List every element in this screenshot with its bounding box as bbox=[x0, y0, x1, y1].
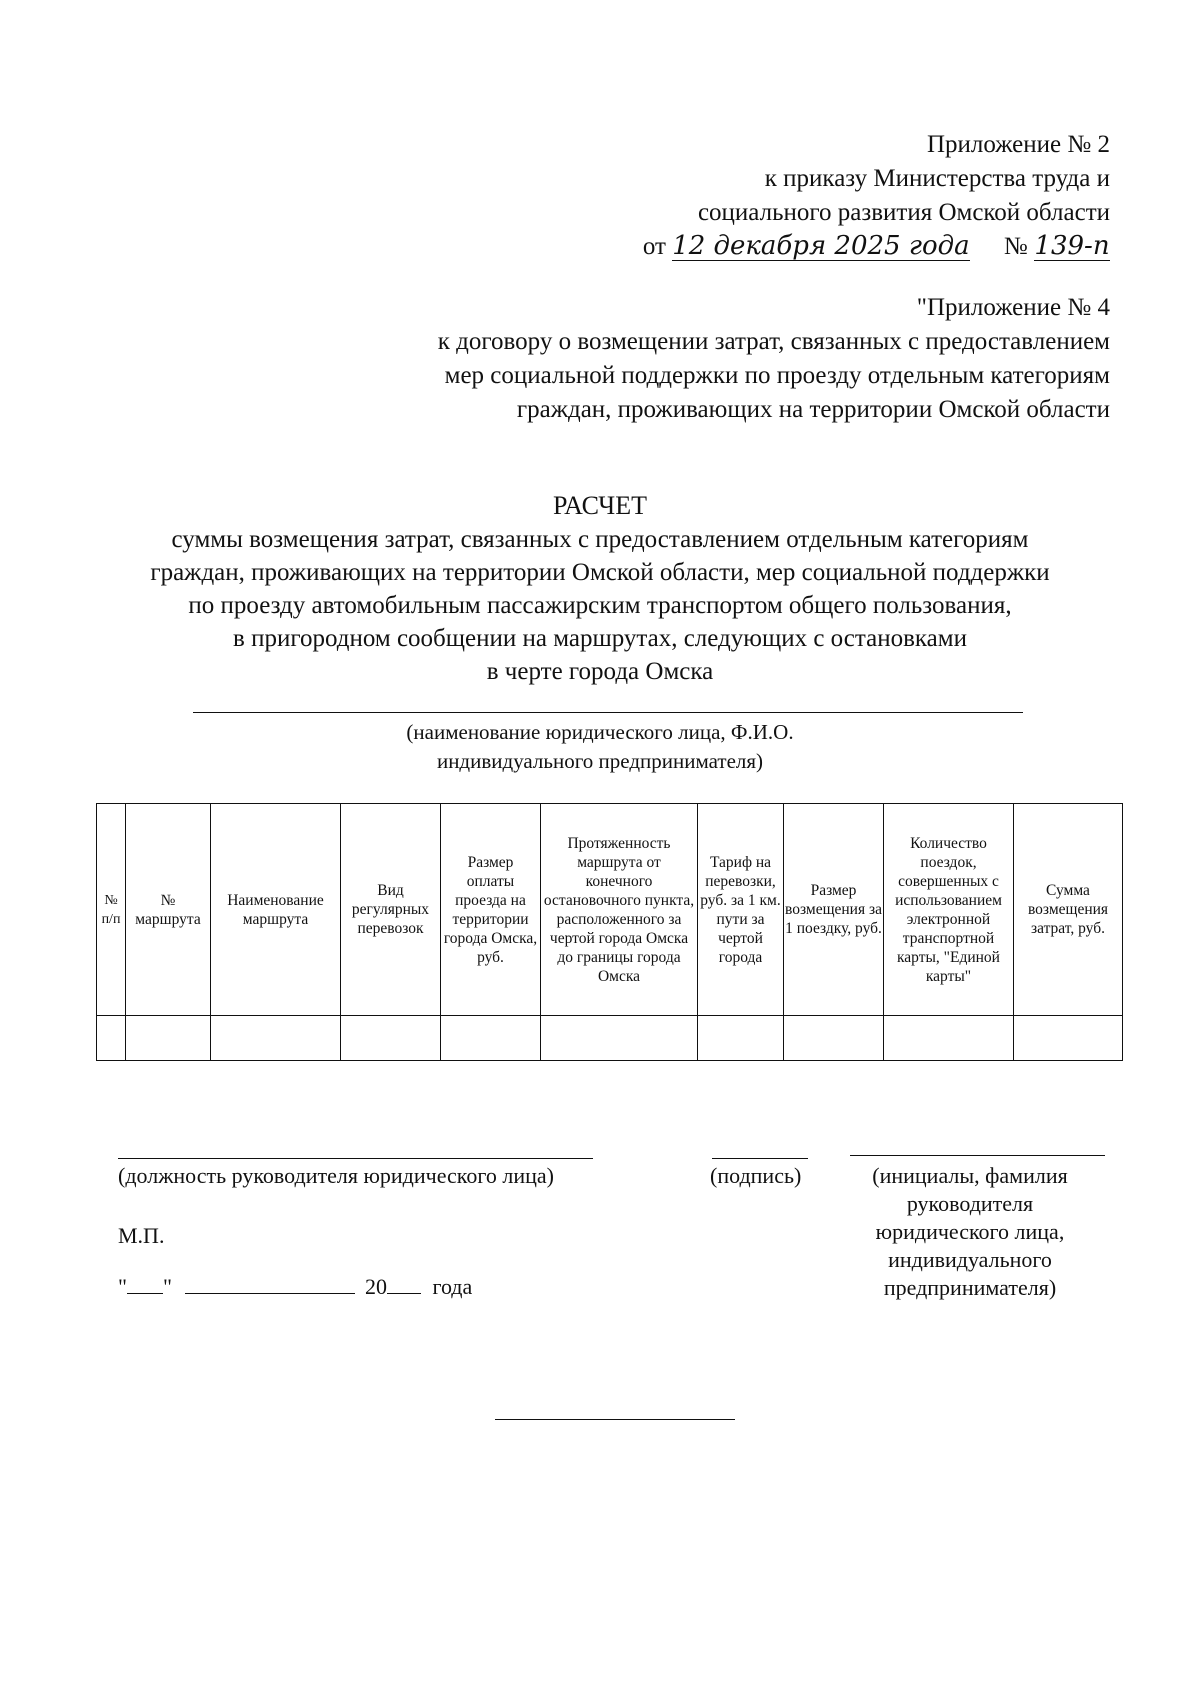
header-compensation-total: Сумма возмещения затрат, руб. bbox=[1014, 804, 1123, 1016]
header-row-number: № п/п bbox=[97, 804, 126, 1016]
header-route-length: Протяженность маршрута от конечного остановочного пункта, расположенного за чертой города Омска до границы города Омска bbox=[541, 804, 698, 1016]
header-transport-type: Вид регулярных перевозок bbox=[341, 804, 441, 1016]
name-caption-line-1: (инициалы, фамилия bbox=[872, 1163, 1068, 1188]
subtitle-line-3: по проезду автомобильным пассажирским транспортом общего пользования, bbox=[188, 592, 1012, 619]
year-suffix: года bbox=[432, 1274, 473, 1299]
position-line bbox=[118, 1158, 593, 1159]
header-route-number: № маршрута bbox=[126, 804, 211, 1016]
table-cell bbox=[211, 1016, 341, 1061]
appendix-date-line bbox=[643, 230, 1110, 264]
name-caption-line-4: индивидуального bbox=[888, 1247, 1052, 1272]
table-cell bbox=[884, 1016, 1014, 1061]
appendix-ministry-line: социального развития Омской области bbox=[697, 199, 1110, 226]
contract-line-3: мер социальной поддержки по проезду отдельным категориям bbox=[444, 362, 1110, 389]
appendix-header bbox=[643, 128, 1110, 264]
subtitle-line-2: граждан, проживающих на территории Омской области, мер социальной поддержки bbox=[150, 559, 1050, 586]
contract-header bbox=[438, 291, 1110, 427]
name-caption bbox=[850, 1162, 1090, 1302]
day-blank bbox=[127, 1273, 163, 1294]
entity-caption-line-1: (наименование юридического лица, Ф.И.О. bbox=[406, 720, 794, 744]
table-cell bbox=[1014, 1016, 1123, 1061]
subtitle-line-5: в черте города Омска bbox=[486, 658, 714, 685]
table-cell bbox=[698, 1016, 784, 1061]
table-row bbox=[97, 1016, 1123, 1061]
subtitle-line-4: в пригородном сообщении на маршрутах, следующих с остановками bbox=[233, 625, 967, 652]
name-line bbox=[850, 1155, 1105, 1156]
year-prefix: 20 bbox=[364, 1274, 387, 1299]
table-header-row bbox=[97, 804, 1123, 1016]
subtitle-line-1: суммы возмещения затрат, связанных с предоставлением отдельным категориям bbox=[171, 526, 1029, 553]
table-cell bbox=[541, 1016, 698, 1061]
stamp-label: М.П. bbox=[118, 1223, 165, 1248]
header-fare-city: Размер оплаты проезда на территории города Омска, руб. bbox=[441, 804, 541, 1016]
closing-separator bbox=[495, 1419, 735, 1420]
calculation-table bbox=[96, 803, 1123, 1061]
entity-caption bbox=[0, 718, 1200, 776]
signature-caption: (подпись) bbox=[710, 1163, 802, 1188]
header-compensation-per-trip: Размер возмещения за 1 поездку, руб. bbox=[784, 804, 884, 1016]
date-open-quote: " bbox=[118, 1274, 127, 1299]
name-caption-line-3: юридического лица, bbox=[875, 1219, 1065, 1244]
appendix-title: Приложение № 2 bbox=[926, 131, 1110, 158]
appendix-order-line: к приказу Министерства труда и bbox=[764, 165, 1110, 192]
contract-line-2: к договору о возмещении затрат, связанных с предоставлением bbox=[437, 328, 1110, 355]
month-blank bbox=[185, 1273, 355, 1294]
table-cell bbox=[341, 1016, 441, 1061]
header-tariff: Тариф на перевозки, руб. за 1 км. пути за чертой города bbox=[698, 804, 784, 1016]
name-caption-line-5: предпринимателя) bbox=[883, 1275, 1057, 1300]
entity-name-line bbox=[193, 712, 1023, 713]
table-cell bbox=[97, 1016, 126, 1061]
name-caption-line-2: руководителя bbox=[906, 1191, 1034, 1216]
number-prefix: № bbox=[1003, 233, 1028, 260]
signature-line bbox=[712, 1158, 808, 1159]
position-caption: (должность руководителя юридического лица) bbox=[118, 1163, 554, 1188]
table-cell bbox=[784, 1016, 884, 1061]
header-trip-count: Количество поездок, совершенных с использованием электронной транспортной карты, "Единой карты" bbox=[884, 804, 1014, 1016]
handwritten-date: 12 декабря 2025 года bbox=[672, 231, 970, 261]
year-blank bbox=[387, 1273, 421, 1294]
document-subtitle bbox=[0, 523, 1200, 688]
header-route-name: Наименование маршрута bbox=[211, 804, 341, 1016]
entity-caption-line-2: индивидуального предпринимателя) bbox=[436, 749, 764, 773]
handwritten-number: 139-п bbox=[1034, 231, 1110, 261]
contract-appendix-title: "Приложение № 4 bbox=[916, 294, 1110, 321]
contract-line-4: граждан, проживающих на территории Омской области bbox=[516, 396, 1110, 423]
sign-date bbox=[118, 1273, 472, 1301]
date-prefix: от bbox=[642, 233, 666, 260]
document-heading: РАСЧЕТ bbox=[553, 491, 647, 520]
table-cell bbox=[126, 1016, 211, 1061]
table-cell bbox=[441, 1016, 541, 1061]
date-close-quote: " bbox=[162, 1274, 172, 1299]
